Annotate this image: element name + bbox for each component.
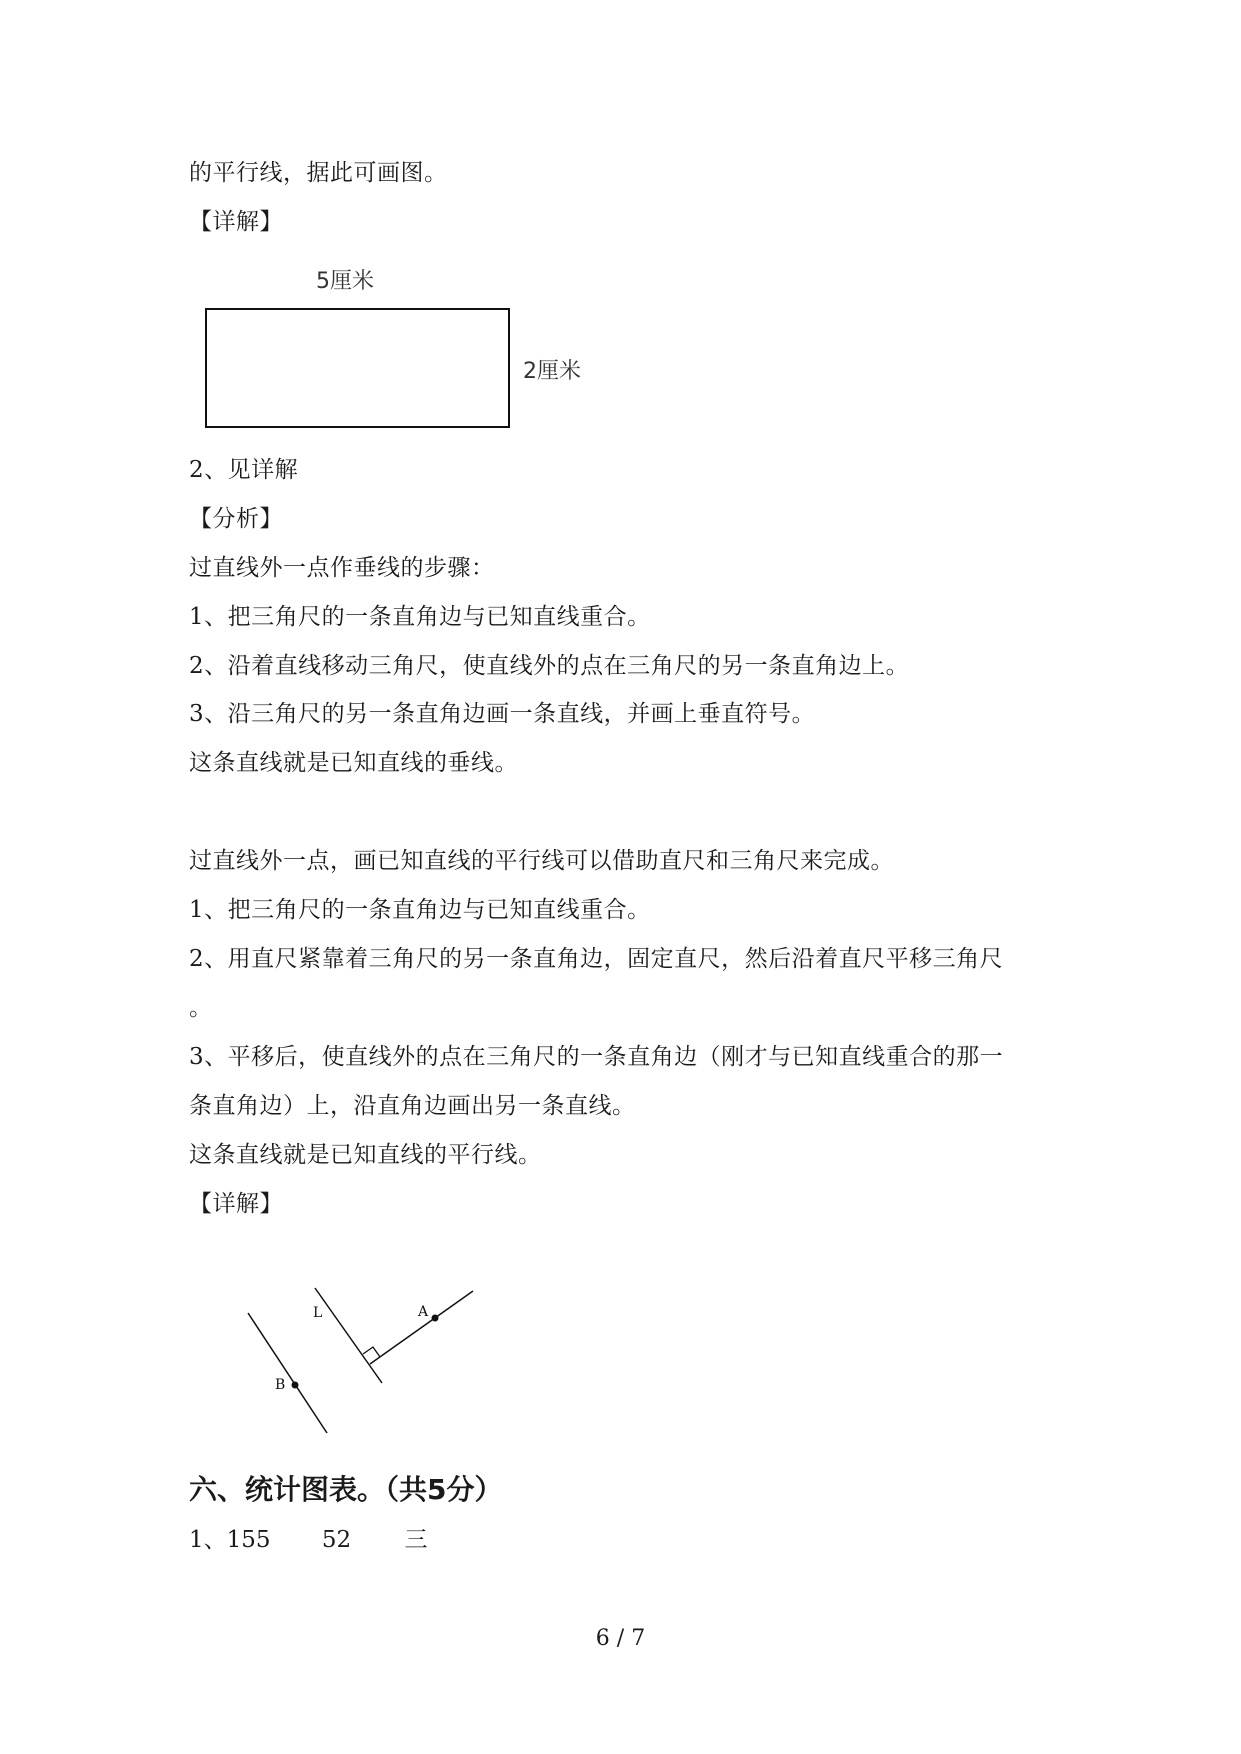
answer-3: 三: [404, 1527, 428, 1553]
point-b: [292, 1382, 299, 1389]
perpendicular-line: [370, 1291, 473, 1364]
right-angle-mark: [363, 1347, 380, 1357]
text-line: 1、把三角尺的一条直角边与已知直线重合。: [189, 897, 651, 923]
answer-2: 52: [321, 1527, 352, 1553]
given-line-l: [315, 1288, 382, 1383]
detail-heading: 【详解】: [189, 1191, 283, 1217]
text-line: 。: [189, 995, 213, 1021]
rect-width-label: 5厘米: [316, 269, 374, 294]
text-line: 这条直线就是已知直线的垂线。: [189, 750, 518, 776]
text-line: 2、用直尺紧靠着三角尺的另一条直角边，固定直尺，然后沿着直尺平移三角尺: [189, 946, 1004, 972]
answer-line: [189, 1525, 427, 1555]
detail-heading: 【详解】: [189, 209, 283, 235]
text-line: 3、沿三角尺的另一条直角边画一条直线，并画上垂直符号。: [189, 701, 816, 727]
text-line: 2、见详解: [189, 457, 299, 483]
text-line: 2、沿着直线移动三角尺，使直线外的点在三角尺的另一条直角边上。: [189, 653, 910, 679]
text-line: 1、把三角尺的一条直角边与已知直线重合。: [189, 604, 651, 630]
page-number: 6 / 7: [595, 1626, 646, 1651]
text-line: 3、平移后，使直线外的点在三角尺的一条直角边（刚才与已知直线重合的那一: [189, 1044, 1004, 1070]
analysis-heading: 【分析】: [189, 506, 283, 532]
label-b: B: [275, 1377, 286, 1393]
text-line: 条直角边）上，沿直角边画出另一条直线。: [189, 1093, 636, 1119]
answer-1: 1、155: [189, 1527, 271, 1553]
point-a: [432, 1315, 439, 1322]
text-line: 过直线外一点作垂线的步骤：: [189, 555, 495, 581]
text-line: 的平行线，据此可画图。: [189, 160, 448, 186]
rect-height-label: 2厘米: [523, 359, 581, 384]
parallel-line: [248, 1313, 327, 1433]
text-line: 过直线外一点，画已知直线的平行线可以借助直尺和三角尺来完成。: [189, 848, 894, 874]
section-heading: 六、统计图表。（共5分）: [189, 1473, 503, 1506]
label-a: A: [418, 1304, 429, 1320]
label-l: L: [313, 1305, 323, 1321]
text-line: 这条直线就是已知直线的平行线。: [189, 1142, 542, 1168]
